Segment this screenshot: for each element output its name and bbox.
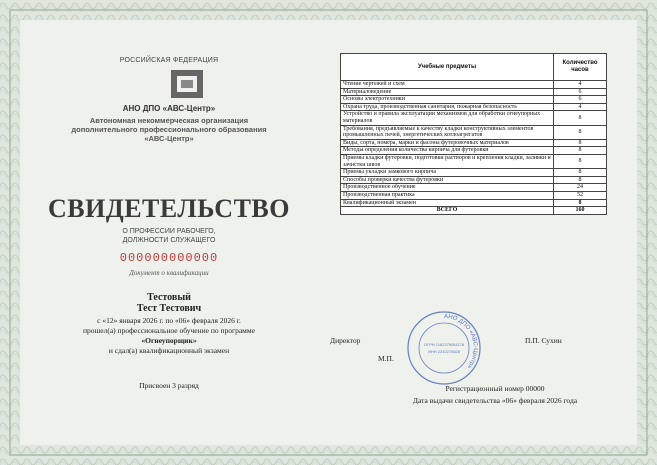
table-row (341, 139, 607, 147)
table-row (341, 169, 607, 177)
right-panel (330, 24, 630, 440)
subjects-body (341, 81, 607, 215)
table-row (341, 111, 607, 125)
registration-number: Регистрационный номер 00000 (445, 384, 545, 393)
subject-hours: 6 (554, 88, 607, 96)
subject-name: Устройство и правила эксплуатации механизмов для обработки огнеупорных материалов (341, 111, 554, 125)
certificate-number: 000000000000 (119, 251, 219, 265)
holder-given-names: Тест Тестович (136, 303, 202, 314)
col-subjects-header: Учебные предметы (341, 54, 554, 81)
subject-hours: 6 (554, 96, 607, 104)
director-label: Директор (330, 336, 361, 345)
total-label: ВСЕГО (341, 207, 554, 215)
subject-hours: 8 (554, 125, 607, 139)
subject-name: Охрана труда, производственная санитария, пожарная безопасность (341, 103, 554, 111)
table-row (341, 147, 607, 155)
col-hours-header: Количество часов (554, 54, 607, 81)
table-header-row (341, 54, 607, 81)
assigned-rank: Присвоен 3 разряд (139, 381, 199, 390)
subject-hours: 8 (554, 199, 607, 207)
table-row (341, 199, 607, 207)
stamp-outer-text: АНО ДПО «АВС-Центр» (443, 313, 479, 370)
subject-hours: 8 (554, 111, 607, 125)
subtitle-line-2: ДОЛЖНОСТИ СЛУЖАЩЕГО (122, 237, 216, 244)
subject-name: Материаловедение (341, 88, 554, 96)
subject-name: Производственное обучение (341, 184, 554, 192)
subject-name: Методы определения количества кирпича для футеровки (341, 147, 554, 155)
program-intro: прошел(а) профессиональное обучение по программе (83, 326, 255, 335)
org-short-name: АНО ДПО «АВС-Центр» (122, 104, 216, 113)
exam-statement: и сдал(а) квалификационный экзамен (108, 346, 230, 355)
director-name: П.П. Сухин (525, 336, 562, 345)
stamp-ogrn: ОГРН 1162375051178 (423, 342, 465, 347)
subject-name: Способы проверки качества футеровки (341, 176, 554, 184)
training-period: с «12» января 2026 г. по «06» февраля 2026 г. (97, 316, 241, 325)
org-full-line-1: Автономная некоммерческая организация (89, 116, 249, 125)
subject-name: Основы электротехники (341, 96, 554, 104)
org-full-line-2: дополнительного профессионального образования (71, 125, 267, 134)
subject-name: Требования, предъявляемые к качеству кладки конструктивных элементов промышленных печей, энергетических котлоагрегатов (341, 125, 554, 139)
subject-hours: 8 (554, 147, 607, 155)
stamp-inn: ИНН 2310276628 (427, 349, 461, 354)
certificate-subtitle (79, 227, 259, 245)
issue-date: Дата выдачи свидетельства «06» февраля 2026 года (412, 396, 578, 405)
table-row (341, 88, 607, 96)
country-label: РОССИЙСКАЯ ФЕДЕРАЦИЯ (119, 57, 219, 64)
subject-name: Приемы кладки футеровки, подготовки растворов и крепления кладки, заливки и зачистки швов (341, 154, 554, 168)
subject-hours: 8 (554, 176, 607, 184)
org-full-name (54, 116, 284, 143)
seal-place-label: М.П. (378, 354, 394, 363)
table-row (341, 184, 607, 192)
table-row (341, 125, 607, 139)
subject-name: Квалификационный экзамен (341, 199, 554, 207)
left-panel (24, 24, 314, 440)
official-stamp-icon (404, 308, 484, 388)
subject-name: Приемы укладки замкового кирпича (341, 169, 554, 177)
subject-hours: 8 (554, 154, 607, 168)
subject-name: Производственная практика (341, 191, 554, 199)
table-row (341, 191, 607, 199)
subject-hours: 24 (554, 184, 607, 192)
subject-hours: 4 (554, 103, 607, 111)
certificate-title: СВИДЕТЕЛЬСТВО (47, 194, 290, 223)
subtitle-line-1: О ПРОФЕССИИ РАБОЧЕГО, (122, 228, 216, 235)
subject-name: Чтение чертежей и схем (341, 81, 554, 89)
program-name: «Огнеупорщик» (141, 336, 197, 345)
total-row (341, 207, 607, 215)
subjects-table (340, 53, 607, 215)
subject-name: Виды, сорта, номера, марки и фасоны футеровочных материалов (341, 139, 554, 147)
table-row (341, 96, 607, 104)
table-row (341, 103, 607, 111)
table-row (341, 154, 607, 168)
org-full-line-3: «АВС-Центр» (144, 134, 194, 143)
subject-hours: 52 (554, 191, 607, 199)
total-hours: 160 (554, 207, 607, 215)
organization-logo-icon (167, 68, 207, 100)
document-type: Документ о квалификации (129, 269, 209, 277)
subject-hours: 8 (554, 139, 607, 147)
table-row (341, 176, 607, 184)
subject-hours: 4 (554, 81, 607, 89)
subject-hours: 8 (554, 169, 607, 177)
table-row (341, 81, 607, 89)
holder-surname: Тестовый (147, 292, 191, 303)
